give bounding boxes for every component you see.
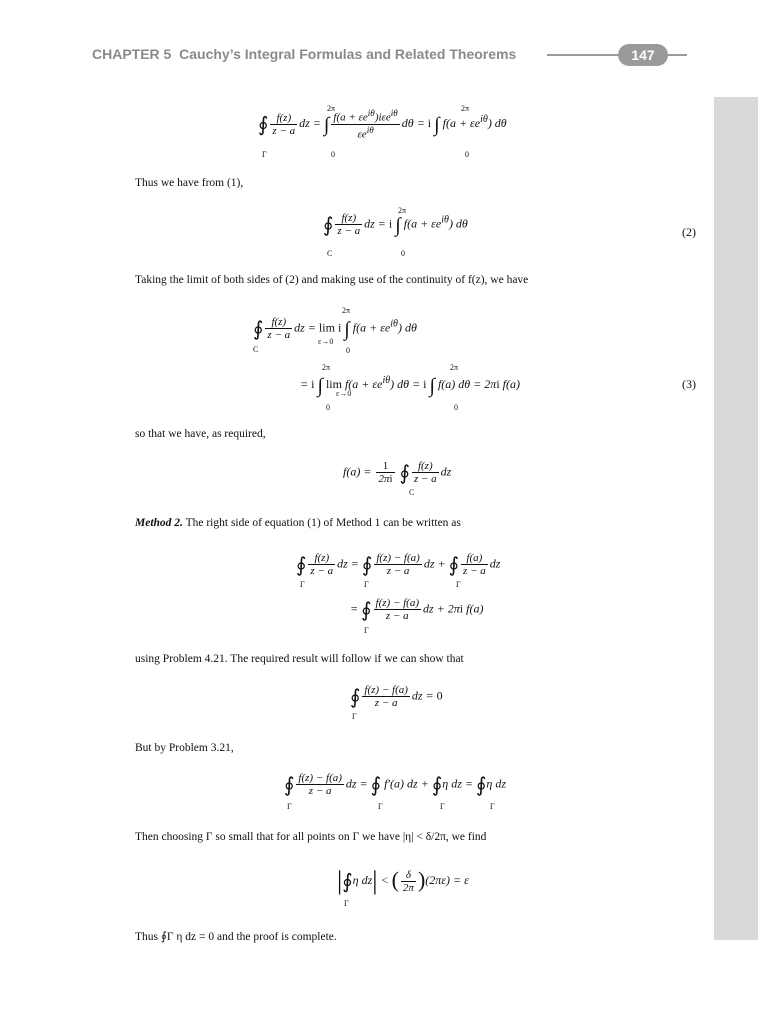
equation-6: ∮ $\frac{f(z) - f(a)}{z - a}$ dz = 0 xyxy=(350,684,443,709)
paragraph: Thus ∮Γ η dz = 0 and the proof is complete. xyxy=(135,931,337,943)
equation-4: f(a) = $\frac{1}{2\pi i}$ ∮ $\frac{f(z)}{z - a}$ dz xyxy=(343,460,452,485)
equation-7: ∮ $\frac{f(z) - f(a)}{z - a}$ dz = ∮ f′(a) dz + ∮η dz = ∮η dz xyxy=(284,772,507,797)
equation-5b: = ∮ $\frac{f(z) - f(a)}{z - a}$ dz + 2πi f(a) xyxy=(350,597,484,622)
paragraph: Thus we have from (1), xyxy=(135,177,244,189)
paragraph: using Problem 4.21. The required result will follow if we can show that xyxy=(135,653,464,665)
margin-tab xyxy=(714,97,758,940)
chapter-title: CHAPTER 5 Cauchy’s Integral Formulas and Related Theorems xyxy=(92,46,517,62)
equation-number: (2) xyxy=(682,225,696,239)
equation-2: ∮ $\frac{f(z)}{z - a}$ dz = i ∫ $f(a + \varepsilon e^{i\theta})$ dθ xyxy=(323,212,468,237)
equation-number: (3) xyxy=(682,377,696,391)
equation-8: |∮η dz| < ( $\frac{\delta}{2\pi}$ )(2πε) = ε xyxy=(337,866,469,895)
paragraph: Taking the limit of both sides of (2) and making use of the continuity of f(z), we have xyxy=(135,274,529,286)
paragraph: But by Problem 3.21, xyxy=(135,742,234,754)
equation-1: ∮ $\frac{f(z)}{z - a}$ dz = ∫ $\frac{f(a + \varepsilon e^{i\theta})i\varepsilon e^{i\theta}}{\varepsilon e^{i\theta}}$ dθ = i ∫ $f(a + \varepsilon e^{i\theta})$ dθ xyxy=(258,108,507,141)
page-number: 147 xyxy=(618,44,668,66)
equation-5a: ∮ $\frac{f(z)}{z - a}$ dz = ∮ $\frac{f(z) - f(a)}{z - a}$ dz + ∮ $\frac{f(a)}{z - a}$ dz xyxy=(296,552,501,577)
equation-3a: ∮ $\frac{f(z)}{z - a}$ dz = lim i ∫ $f(a + \varepsilon e^{i\theta})$ dθ xyxy=(253,316,417,341)
equation-3b: = i ∫ $\lim f(a + \varepsilon e^{i\theta})$ dθ = i ∫ f(a) dθ = 2πi f(a) xyxy=(300,375,520,397)
paragraph: Then choosing Γ so small that for all points on Γ we have |η| < δ/2π, we find xyxy=(135,831,487,843)
paragraph: so that we have, as required, xyxy=(135,428,266,440)
running-header xyxy=(92,44,682,68)
paragraph: Method 2. The right side of equation (1) of Method 1 can be written as xyxy=(135,517,461,529)
